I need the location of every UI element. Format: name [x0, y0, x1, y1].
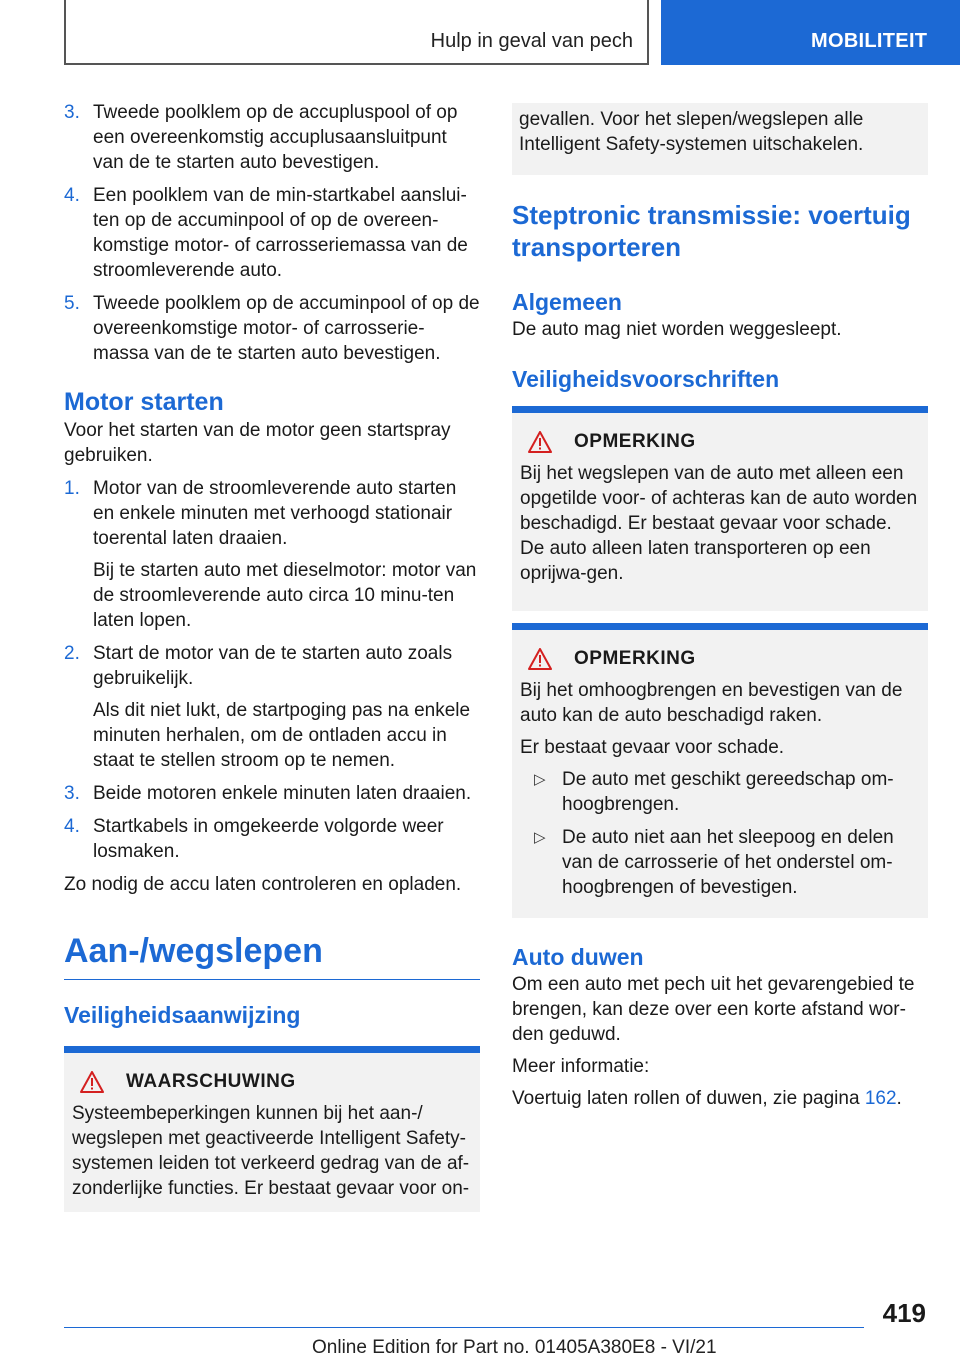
- warning-triangle-icon: [528, 648, 552, 670]
- step-text: Motor van de stroomleverende auto starten en enkele minuten met verhoogd stationair toerental laten draaien.: [93, 478, 457, 549]
- list-item: [64, 476, 480, 633]
- list-item: [520, 825, 920, 900]
- warning-triangle-icon: [80, 1071, 104, 1093]
- header-section-title: Hulp in geval van pech: [430, 30, 633, 52]
- note-box-1: [512, 406, 928, 611]
- header-tab-label: MOBILITEIT: [811, 30, 928, 52]
- list-item: [64, 100, 480, 175]
- step-text: Een poolklem van de min-startkabel aanslui-ten op de accuminpool of op de overeen-komstige motor- of carrosseriemassa van de stroomleverende auto.: [93, 185, 468, 281]
- outro-text: Zo nodig de accu laten controleren en opladen.: [64, 874, 462, 895]
- list-item: [64, 641, 480, 773]
- triangle-bullet-icon: ▷: [534, 771, 546, 788]
- note-title: OPMERKING: [574, 431, 696, 452]
- triangle-bullet-icon: ▷: [534, 829, 546, 846]
- step-text: Tweede poolklem op de accuminpool of op de overeenkomstige motor- of carrosserie-massa van de te starten auto bevestigen.: [93, 293, 480, 364]
- chapter-rule: [64, 979, 480, 980]
- reference-end: .: [896, 1088, 902, 1109]
- safety-heading: Veiligheidsaanwijzing: [64, 1002, 301, 1028]
- step-text: Tweede poolklem op de accupluspool of op een overeenkomstig accuplusaansluitpunt van de te starten auto bevestigen.: [93, 102, 458, 173]
- reference-text: Voertuig laten rollen of duwen, zie pagina: [512, 1088, 865, 1109]
- general-heading: Algemeen: [512, 289, 622, 315]
- step-number: 5.: [64, 293, 80, 314]
- step-number: 4.: [64, 816, 80, 837]
- header-section-box: [64, 0, 649, 65]
- step-number: 2.: [64, 643, 80, 664]
- step-extra: Als dit niet lukt, de startpoging pas na enkele minuten herhalen, om de ontladen accu in staat te stellen stroom op te nemen.: [93, 700, 471, 771]
- steptronic-heading: Steptronic transmissie: voertuig transporteren: [512, 200, 911, 262]
- warning-box: [64, 1046, 480, 1212]
- step-text: Startkabels in omgekeerde volgorde weer losmaken.: [93, 816, 444, 862]
- list-item: [64, 291, 480, 366]
- warning-triangle-icon: [528, 431, 552, 453]
- push-heading: Auto duwen: [512, 944, 644, 970]
- note-text-2: Er bestaat gevaar voor schade.: [520, 737, 785, 758]
- left-column: [64, 100, 480, 1212]
- step-list-a: [64, 100, 480, 366]
- note-text: Bij het wegslepen van de auto met alleen een opgetilde voor- of achteras kan de auto worden beschadigd. Er bestaat gevaar voor schade. De auto alleen laten transporteren op een oprijwa-gen.: [520, 463, 918, 584]
- list-item: [64, 183, 480, 283]
- note-box-2: [512, 623, 928, 918]
- reference-line: [512, 1086, 928, 1111]
- general-text: De auto mag niet worden weggesleept.: [512, 319, 842, 340]
- warning-text: Systeembeperkingen kunnen bij het aan-/ wegslepen met geactiveerde Intelligent Safety-systemen leiden tot verkeerd gedrag van de af-zonderlijke functies. Er bestaat gevaar voor on-: [72, 1103, 470, 1199]
- bullet-text: De auto niet aan het sleepoog en delen van de carrosserie of het onderstel om-hoogbrengen of bevestigen.: [562, 827, 894, 898]
- footer-rule: [64, 1327, 864, 1328]
- step-number: 3.: [64, 783, 80, 804]
- more-info-label: Meer informatie:: [512, 1056, 650, 1077]
- footer-edition: Online Edition for Part no. 01405A380E8 - VI/21: [312, 1337, 717, 1358]
- step-number: 1.: [64, 478, 80, 499]
- bullet-text: De auto met geschikt gereedschap om-hoogbrengen.: [562, 769, 894, 815]
- step-extra: Bij te starten auto met dieselmotor: motor van de stroomleverende auto circa 10 minu-ten laten lopen.: [93, 560, 477, 631]
- safety-rules-heading: Veiligheidsvoorschriften: [512, 366, 780, 392]
- step-number: 3.: [64, 102, 80, 123]
- chapter-title: Aan-/wegslepen: [64, 932, 323, 970]
- step-text: Start de motor van de te starten auto zoals gebruikelijk.: [93, 643, 453, 689]
- page-number: 419: [882, 1298, 926, 1328]
- note-text: Bij het omhoogbrengen en bevestigen van de auto kan de auto beschadigd raken.: [520, 680, 903, 726]
- step-list-b: [64, 476, 480, 864]
- step-number: 4.: [64, 185, 80, 206]
- step-text: Beide motoren enkele minuten laten draaien.: [93, 783, 472, 804]
- list-item: [64, 781, 480, 806]
- note-title: OPMERKING: [574, 648, 696, 669]
- motor-intro: Voor het starten van de motor geen startspray gebruiken.: [64, 420, 451, 466]
- list-item: [520, 767, 920, 817]
- warning-continued-box: [512, 103, 928, 175]
- page-reference-link[interactable]: 162: [864, 1088, 897, 1109]
- list-item: [64, 814, 480, 864]
- motor-heading: Motor starten: [64, 388, 224, 416]
- warning-title: WAARSCHUWING: [126, 1071, 296, 1092]
- header-chapter-tab[interactable]: [661, 0, 960, 65]
- right-column: [512, 103, 928, 1111]
- push-text: Om een auto met pech uit het gevarengebied te brengen, kan deze over een korte afstand wor-den geduwd.: [512, 974, 915, 1045]
- warning-continued-text: gevallen. Voor het slepen/wegslepen alle Intelligent Safety-systemen uitschakelen.: [519, 109, 864, 155]
